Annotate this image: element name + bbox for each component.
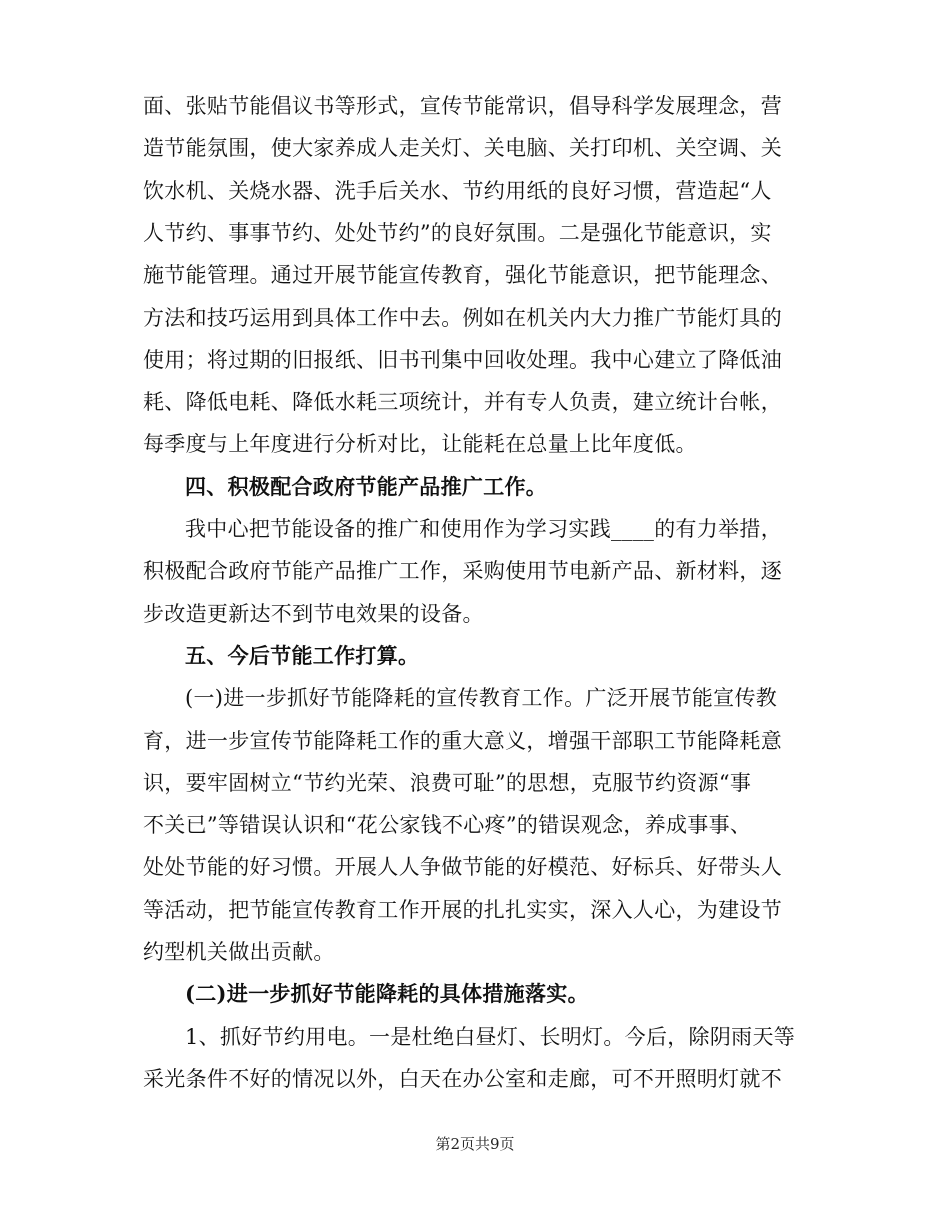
body-text-line: 方法和技巧运用到具体工作中去。例如在机关内大力推广节能灯具的 — [143, 306, 782, 330]
body-text-line: 1、抓好节约用电。一是杜绝白昼灯、长明灯。今后，除阴雨天等 — [185, 1025, 796, 1049]
section-heading: 四、积极配合政府节能产品推广工作。 — [185, 474, 548, 499]
body-text-line: (一)进一步抓好节能降耗的宣传教育工作。广泛开展节能宣传教 — [185, 686, 778, 710]
body-text-line: 步改造更新达不到节电效果的设备。 — [143, 602, 484, 626]
body-text-line: 饮水机、关烧水器、洗手后关水、节约用纸的良好习惯，营造起“人 — [143, 179, 772, 203]
body-text-line: 我中心把节能设备的推广和使用作为学习实践____的有力举措， — [185, 517, 782, 541]
body-text-line: 不关已”等错误认识和“花公家钱不心疼”的错误观念，养成事事、 — [143, 813, 752, 837]
body-text-line: 识，要牢固树立“节约光荣、浪费可耻”的思想，克服节约资源“事 — [143, 771, 752, 795]
body-text-line: 每季度与上年度进行分析对比，让能耗在总量上比年度低。 — [143, 432, 697, 456]
page-footer: 第2页共9页 — [435, 1135, 515, 1153]
body-text-line: 面、张贴节能倡议书等形式，宣传节能常识，倡导科学发展理念，营 — [143, 94, 782, 118]
body-text-line: 处处节能的好习惯。开展人人争做节能的好模范、好标兵、好带头人 — [143, 855, 782, 879]
body-text-line: 使用；将过期的旧报纸、旧书刊集中回收处理。我中心建立了降低油 — [143, 348, 782, 372]
body-text-line: 约型机关做出贡献。 — [143, 940, 335, 964]
body-text-line: 施节能管理。通过开展节能宣传教育，强化节能意识，把节能理念、 — [143, 263, 782, 287]
body-text-line: 人节约、事事节约、处处节约”的良好氛围。二是强化节能意识，实 — [143, 221, 772, 245]
body-text-line: 等活动，把节能宣传教育工作开展的扎扎实实，深入人心，为建设节 — [143, 898, 782, 922]
body-text-line: 耗、降低电耗、降低水耗三项统计，并有专人负责，建立统计台帐， — [143, 390, 782, 414]
body-text-line: 造节能氛围，使大家养成人走关灯、关电脑、关打印机、关空调、关 — [143, 136, 782, 160]
body-text-line: 采光条件不好的情况以外，白天在办公室和走廊，可不开照明灯就不 — [143, 1067, 782, 1091]
body-text-line: 育，进一步宣传节能降耗工作的重大意义，增强干部职工节能降耗意 — [143, 729, 782, 753]
section-heading: 五、今后节能工作打算。 — [185, 643, 420, 668]
subsection-heading: (二)进一步抓好节能降耗的具体措施落实。 — [185, 981, 589, 1006]
body-text-line: 积极配合政府节能产品推广工作，采购使用节电新产品、新材料，逐 — [143, 559, 782, 583]
